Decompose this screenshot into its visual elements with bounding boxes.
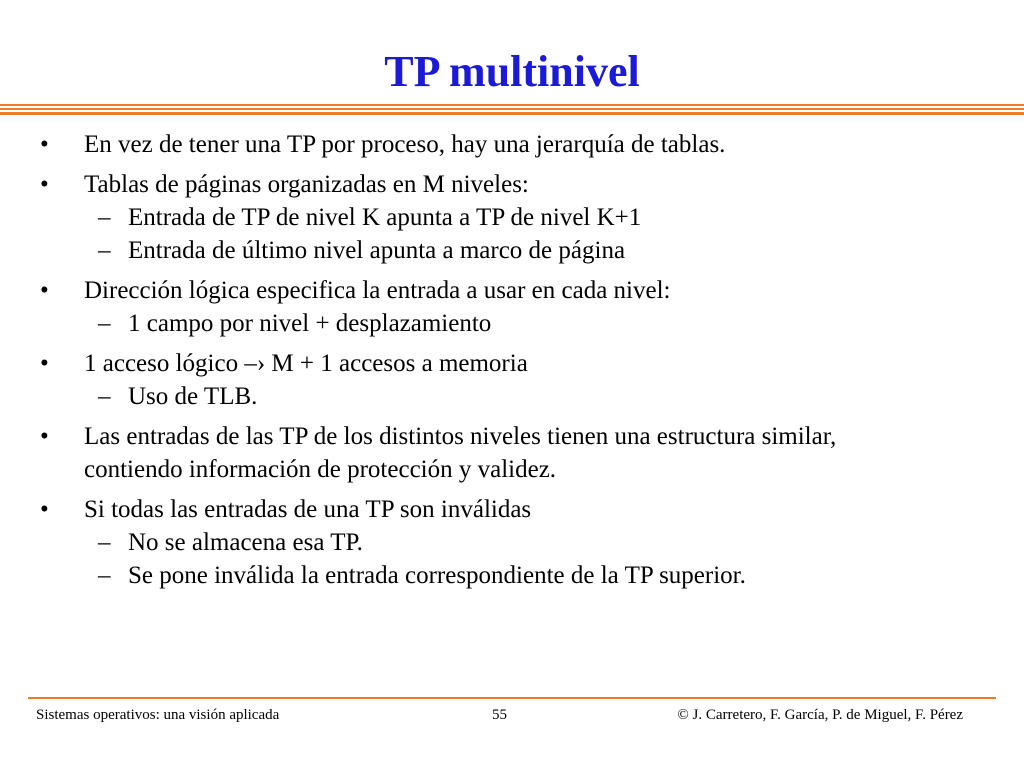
bullet-marker: • [40,171,49,198]
slide-title: TP multinivel [384,47,640,96]
bullet-text: En vez de tener una TP por proceso, hay una jerarquía de tablas. [84,131,726,158]
sub-bullet-marker: – [98,310,111,337]
bullet-marker: • [40,131,49,158]
sub-bullet-text: Entrada de último nivel apunta a marco de página [128,237,626,264]
title-rule-line-1 [0,104,1024,106]
sub-bullet-marker: – [98,237,111,264]
bullet-text-continuation: contiendo información de protección y validez. [84,456,557,483]
sub-bullet-marker: – [98,529,111,556]
footer-page-number: 55 [492,707,507,723]
sub-bullet-marker: – [98,383,111,410]
bullet-marker: • [40,350,49,377]
sub-bullet-text: Uso de TLB. [128,383,258,410]
bullet-text: Las entradas de las TP de los distintos niveles tienen una estructura similar, [84,423,837,450]
bullet-text: 1 acceso lógico –› M + 1 accesos a memoria [84,350,528,377]
title-underline-rule [0,104,1024,115]
bullet-marker: • [40,277,49,304]
bullet-text: Tablas de páginas organizadas en M niveles: [84,171,529,198]
bullet-marker: • [40,496,49,523]
sub-bullet-text: Entrada de TP de nivel K apunta a TP de nivel K+1 [128,204,642,231]
title-rule-line-2 [0,108,1024,110]
footer-book-title: Sistemas operativos: una visión aplicada [36,707,280,723]
sub-bullet-text: Se pone inválida la entrada correspondiente de la TP superior. [128,562,746,589]
sub-bullet-text: No se almacena esa TP. [128,529,363,556]
footer-rule [28,697,996,699]
bullet-text: Dirección lógica especifica la entrada a usar en cada nivel: [84,277,671,304]
footer-copyright: © J. Carretero, F. García, P. de Miguel, F. Pérez [677,707,963,723]
sub-bullet-marker: – [98,562,111,589]
title-rule-line-3 [0,112,1024,115]
sub-bullet-text: 1 campo por nivel + desplazamiento [128,310,492,337]
bullet-text: Si todas las entradas de una TP son inválidas [84,496,532,523]
bullet-marker: • [40,423,49,450]
sub-bullet-marker: – [98,204,111,231]
